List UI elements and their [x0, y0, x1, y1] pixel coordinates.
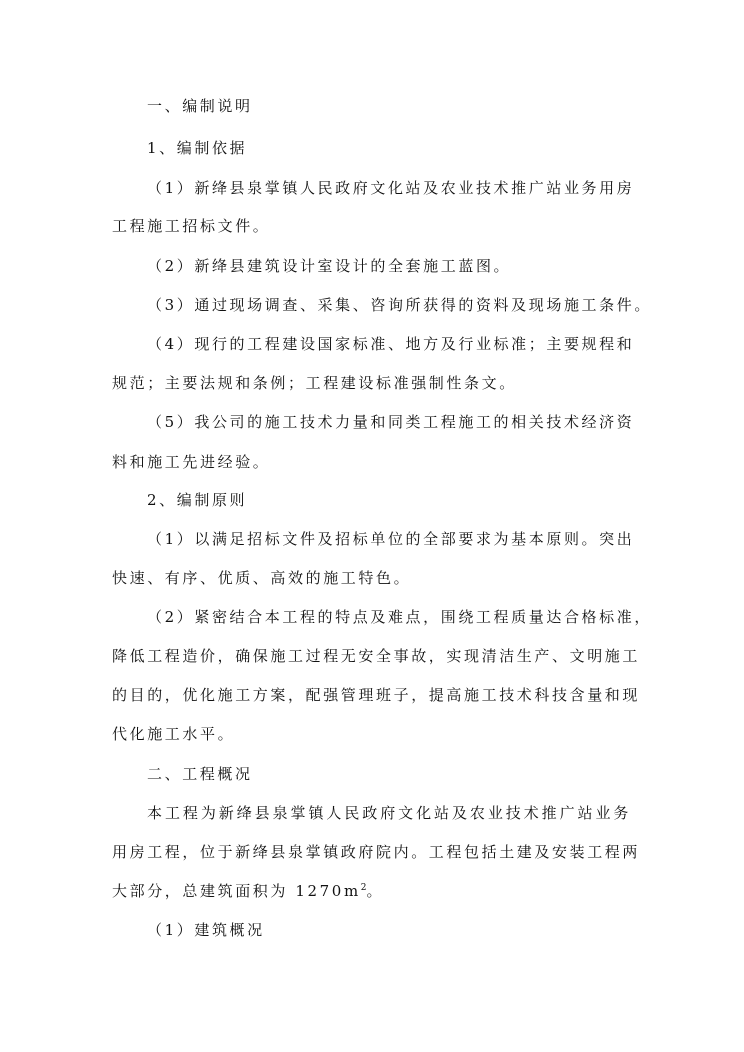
principle-item-2-line-1: （2）紧密结合本工程的特点及难点，围绕工程质量达合格标准， — [147, 608, 652, 626]
basis-item-4-line-1: （4）现行的工程建设国家标准、地方及行业标准；主要规程和 — [147, 335, 635, 353]
principle-item-1-line-1: （1）以满足招标文件及招标单位的全部要求为基本原则。突出 — [147, 530, 635, 548]
overview-area-text: 大部分，总建筑面积为 1270m — [112, 882, 361, 900]
section-heading-compilation: 一、编制说明 — [147, 97, 253, 115]
overview-line-3 — [112, 881, 384, 901]
principle-item-2-line-3: 的目的，优化施工方案，配强管理班子，提高施工技术科技含量和现 — [112, 686, 641, 704]
principle-item-1-line-2: 快速、有序、优质、高效的施工特色。 — [112, 569, 412, 587]
overview-line-1: 本工程为新绛县泉掌镇人民政府文化站及农业技术推广站业务 — [147, 804, 631, 822]
section-heading-overview: 二、工程概况 — [147, 765, 253, 783]
basis-item-4-line-2: 规范；主要法规和条例；工程建设标准强制性条文。 — [112, 374, 517, 392]
subheading-building-overview: （1）建筑概况 — [147, 921, 265, 939]
subheading-principles: 2、编制原则 — [147, 491, 248, 509]
basis-item-1-line-1: （1）新绛县泉掌镇人民政府文化站及农业技术推广站业务用房 — [147, 179, 635, 197]
subheading-basis: 1、编制依据 — [147, 139, 248, 157]
principle-item-2-line-4: 代化施工水平。 — [112, 725, 236, 743]
area-unit-exponent: 2 — [360, 883, 367, 893]
principle-item-2-line-2: 降低工程造价，确保施工过程无安全事故，实现清洁生产、文明施工 — [112, 647, 641, 665]
overview-line-2: 用房工程，位于新绛县泉掌镇政府院内。工程包括土建及安装工程两 — [112, 843, 641, 861]
basis-item-5-line-2: 料和施工先进经验。 — [112, 453, 271, 471]
basis-item-2: （2）新绛县建筑设计室设计的全套施工蓝图。 — [147, 257, 512, 275]
overview-line-3-end: 。 — [366, 882, 385, 900]
basis-item-1-line-2: 工程施工招标文件。 — [112, 217, 271, 235]
basis-item-5-line-1: （5）我公司的施工技术力量和同类工程施工的相关技术经济资 — [147, 413, 635, 431]
basis-item-3: （3）通过现场调查、采集、咨询所获得的资料及现场施工条件。 — [147, 296, 652, 314]
